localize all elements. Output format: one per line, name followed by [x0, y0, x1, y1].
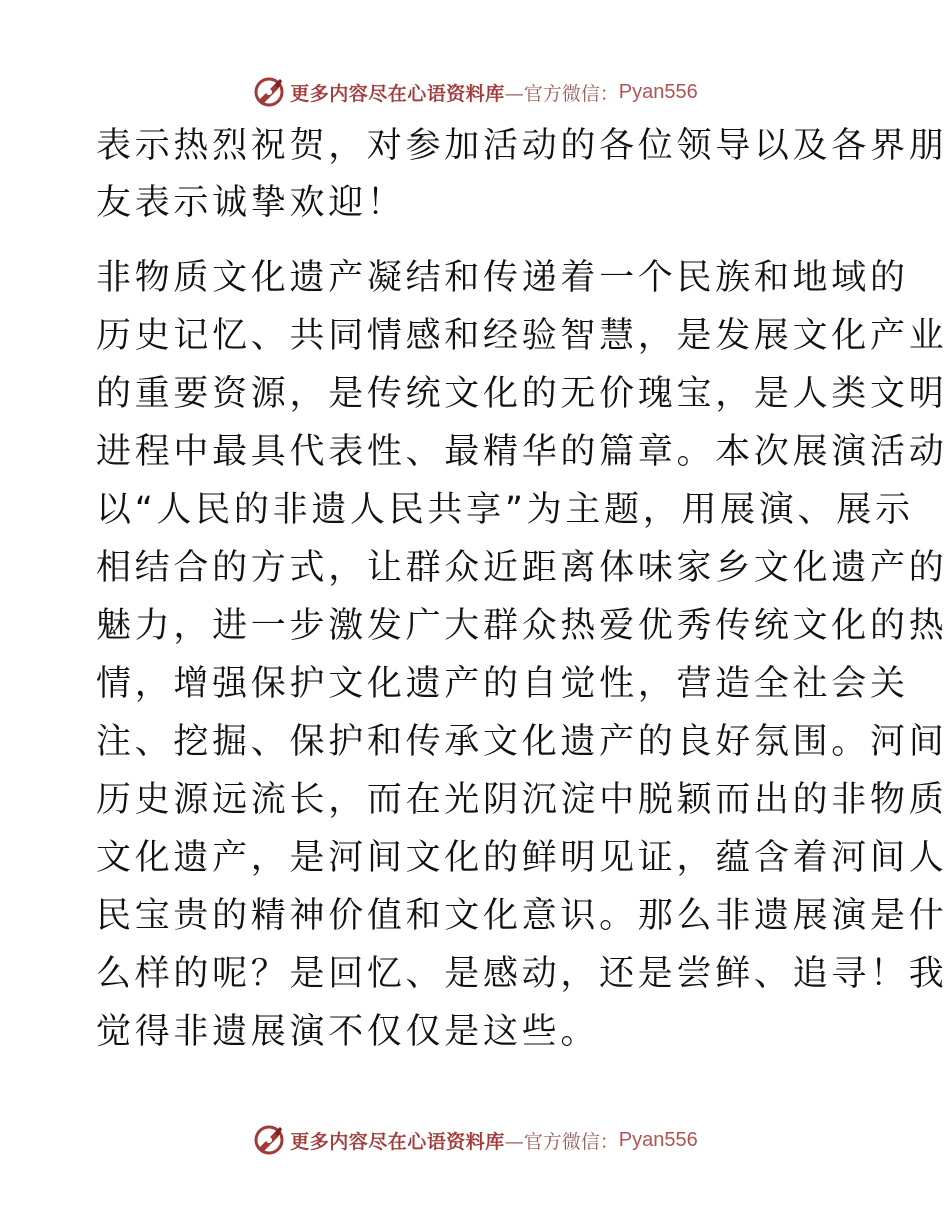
pen-logo-icon	[252, 75, 286, 109]
paragraph-line: 么样的呢？是回忆、是感动，还是尝鲜、追寻！我	[96, 954, 948, 994]
paragraph-line: 注、挖掘、保护和传承文化遗产的良好氛围。河间	[96, 722, 948, 762]
paragraph-line: 进程中最具代表性、最精华的篇章。本次展演活动	[96, 432, 948, 472]
paragraph-line: 表示热烈祝贺，对参加活动的各位领导以及各界朋	[96, 126, 948, 166]
paragraph-line: 相结合的方式，让群众近距离体味家乡文化遗产的	[96, 548, 948, 588]
header-banner	[0, 72, 950, 112]
paragraph-line: 历史源远流长，而在光阴沉淀中脱颖而出的非物质	[96, 780, 948, 820]
pen-logo-icon	[252, 1123, 286, 1157]
paragraph-line: 的重要资源，是传统文化的无价瑰宝，是人类文明	[96, 374, 948, 414]
footer-site-text: 更多内容尽在心语资料库	[290, 1130, 505, 1153]
paragraph-line: 非物质文化遗产凝结和传递着一个民族和地域的	[96, 258, 909, 298]
footer-contact-text: —官方微信：	[504, 1130, 619, 1153]
footer-wechat-id: Pyan556	[618, 1128, 698, 1151]
paragraph-line: 民宝贵的精神价值和文化意识。那么非遗展演是什	[96, 896, 948, 936]
paragraph-line: 历史记忆、共同情感和经验智慧，是发展文化产业	[96, 316, 948, 356]
paragraph-line: 魅力，进一步激发广大群众热爱优秀传统文化的热	[96, 606, 948, 646]
paragraph-line: 以“人民的非遗人民共享”为主题，用展演、展示	[96, 490, 914, 530]
header-site-text: 更多内容尽在心语资料库	[290, 82, 505, 105]
paragraph-line: 友表示诚挚欢迎！	[96, 183, 406, 223]
paragraph-line: 文化遗产，是河间文化的鲜明见证，蕴含着河间人	[96, 838, 948, 878]
header-wechat-id: Pyan556	[618, 80, 698, 103]
header-contact-text: —官方微信：	[504, 82, 619, 105]
paragraph-line: 情，增强保护文化遗产的自觉性，营造全社会关	[96, 664, 909, 704]
paragraph-line: 觉得非遗展演不仅仅是这些。	[96, 1012, 600, 1052]
footer-banner	[0, 1120, 950, 1160]
